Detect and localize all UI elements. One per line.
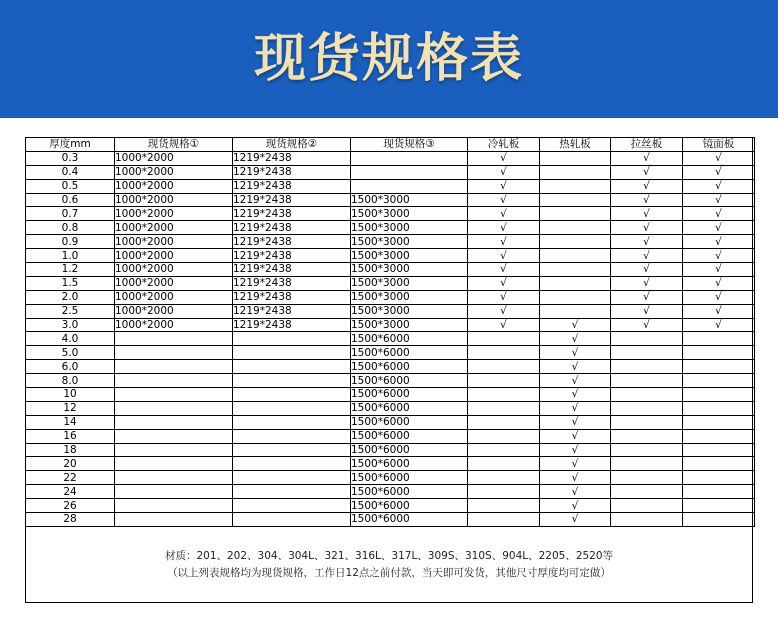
cell-mirror: √ <box>683 179 755 193</box>
cell-hot-rolled: √ <box>540 499 611 513</box>
cell-hot-rolled: √ <box>540 443 611 457</box>
cell-spec-1: 1000*2000 <box>115 207 233 221</box>
cell-mirror <box>683 332 755 346</box>
cell-brushed: √ <box>611 318 683 332</box>
cell-spec-3: 1500*6000 <box>351 360 468 374</box>
cell-brushed <box>611 374 683 388</box>
cell-mirror <box>683 499 755 513</box>
cell-spec-1 <box>115 346 233 360</box>
cell-mirror: √ <box>683 193 755 207</box>
header-hot-rolled: 热轧板 <box>540 138 611 152</box>
cell-thickness: 14 <box>26 415 115 429</box>
remark-note: （以上列表规格均为现货规格，工作日12点之前付款，当天即可发货，其他尺寸厚度均可定做） <box>167 567 611 579</box>
cell-cold-rolled <box>468 346 540 360</box>
cell-thickness: 0.7 <box>26 207 115 221</box>
cell-brushed <box>611 360 683 374</box>
cell-spec-2 <box>233 457 351 471</box>
table-row <box>26 457 755 471</box>
cell-thickness: 0.9 <box>26 235 115 249</box>
cell-mirror: √ <box>683 304 755 318</box>
cell-spec-1: 1000*2000 <box>115 276 233 290</box>
cell-spec-1: 1000*2000 <box>115 263 233 277</box>
cell-cold-rolled: √ <box>468 221 540 235</box>
cell-mirror <box>683 443 755 457</box>
header-spec-1: 现货规格① <box>115 138 233 152</box>
cell-spec-2 <box>233 401 351 415</box>
cell-brushed <box>611 346 683 360</box>
cell-thickness: 8.0 <box>26 374 115 388</box>
cell-thickness: 5.0 <box>26 346 115 360</box>
cell-brushed: √ <box>611 179 683 193</box>
cell-hot-rolled: √ <box>540 388 611 402</box>
page-title: 现货规格表 <box>253 29 524 89</box>
cell-spec-3: 1500*3000 <box>351 193 468 207</box>
table-row <box>26 415 755 429</box>
cell-thickness: 26 <box>26 499 115 513</box>
cell-mirror: √ <box>683 235 755 249</box>
cell-brushed: √ <box>611 304 683 318</box>
cell-brushed: √ <box>611 207 683 221</box>
cell-spec-1 <box>115 499 233 513</box>
cell-thickness: 0.3 <box>26 151 115 165</box>
cell-cold-rolled: √ <box>468 151 540 165</box>
cell-spec-2 <box>233 443 351 457</box>
cell-brushed <box>611 388 683 402</box>
cell-mirror <box>683 374 755 388</box>
cell-spec-1: 1000*2000 <box>115 221 233 235</box>
cell-spec-2 <box>233 415 351 429</box>
table-row <box>26 193 755 207</box>
cell-spec-2 <box>233 360 351 374</box>
cell-spec-1: 1000*2000 <box>115 193 233 207</box>
table-row <box>26 513 755 527</box>
cell-mirror <box>683 360 755 374</box>
cell-spec-2: 1219*2438 <box>233 179 351 193</box>
cell-cold-rolled <box>468 513 540 527</box>
table-row <box>26 207 755 221</box>
cell-spec-1: 1000*2000 <box>115 249 233 263</box>
cell-spec-2 <box>233 332 351 346</box>
cell-cold-rolled: √ <box>468 249 540 263</box>
cell-brushed <box>611 332 683 346</box>
cell-spec-3: 1500*6000 <box>351 346 468 360</box>
cell-spec-1: 1000*2000 <box>115 304 233 318</box>
cell-spec-2 <box>233 513 351 527</box>
cell-spec-2 <box>233 499 351 513</box>
cell-spec-1 <box>115 485 233 499</box>
cell-hot-rolled <box>540 207 611 221</box>
cell-cold-rolled <box>468 360 540 374</box>
table-row <box>26 401 755 415</box>
cell-spec-1 <box>115 332 233 346</box>
cell-hot-rolled: √ <box>540 318 611 332</box>
cell-spec-1: 1000*2000 <box>115 290 233 304</box>
table-row <box>26 429 755 443</box>
header-spec-2: 现货规格② <box>233 138 351 152</box>
table-row <box>26 165 755 179</box>
cell-thickness: 10 <box>26 388 115 402</box>
cell-cold-rolled <box>468 499 540 513</box>
cell-spec-1 <box>115 415 233 429</box>
cell-brushed: √ <box>611 151 683 165</box>
cell-hot-rolled <box>540 165 611 179</box>
header-thickness: 厚度mm <box>26 138 115 152</box>
cell-cold-rolled <box>468 332 540 346</box>
table-row <box>26 374 755 388</box>
cell-hot-rolled: √ <box>540 360 611 374</box>
cell-brushed: √ <box>611 193 683 207</box>
cell-hot-rolled: √ <box>540 332 611 346</box>
header-brushed: 拉丝板 <box>611 138 683 152</box>
materials-note: 材质：201、202、304、304L、321、316L、317L、309S、310S、904L、2205、2520等 <box>164 550 614 562</box>
cell-hot-rolled <box>540 193 611 207</box>
cell-brushed <box>611 401 683 415</box>
cell-spec-2 <box>233 471 351 485</box>
cell-spec-3: 1500*6000 <box>351 401 468 415</box>
cell-brushed <box>611 457 683 471</box>
cell-thickness: 28 <box>26 513 115 527</box>
cell-hot-rolled: √ <box>540 415 611 429</box>
cell-spec-3: 1500*6000 <box>351 429 468 443</box>
cell-brushed <box>611 443 683 457</box>
cell-spec-2: 1219*2438 <box>233 221 351 235</box>
cell-spec-3: 1500*6000 <box>351 485 468 499</box>
table-row <box>26 290 755 304</box>
cell-spec-2: 1219*2438 <box>233 276 351 290</box>
cell-spec-2: 1219*2438 <box>233 165 351 179</box>
cell-spec-1 <box>115 401 233 415</box>
cell-hot-rolled <box>540 249 611 263</box>
cell-mirror: √ <box>683 207 755 221</box>
cell-spec-3: 1500*6000 <box>351 388 468 402</box>
header-cold-rolled: 冷轧板 <box>468 138 540 152</box>
header-mirror: 镜面板 <box>683 138 755 152</box>
cell-cold-rolled <box>468 429 540 443</box>
cell-brushed <box>611 415 683 429</box>
cell-cold-rolled <box>468 485 540 499</box>
cell-hot-rolled <box>540 151 611 165</box>
cell-mirror <box>683 388 755 402</box>
spec-table <box>25 137 755 527</box>
cell-mirror: √ <box>683 318 755 332</box>
table-row <box>26 332 755 346</box>
cell-mirror <box>683 471 755 485</box>
cell-cold-rolled <box>468 388 540 402</box>
cell-cold-rolled <box>468 415 540 429</box>
cell-spec-3: 1500*6000 <box>351 457 468 471</box>
cell-spec-3: 1500*3000 <box>351 221 468 235</box>
cell-brushed: √ <box>611 221 683 235</box>
cell-cold-rolled: √ <box>468 290 540 304</box>
cell-hot-rolled: √ <box>540 485 611 499</box>
cell-brushed <box>611 429 683 443</box>
cell-mirror <box>683 485 755 499</box>
cell-spec-1: 1000*2000 <box>115 235 233 249</box>
cell-spec-3: 1500*3000 <box>351 276 468 290</box>
cell-brushed: √ <box>611 235 683 249</box>
cell-spec-3: 1500*3000 <box>351 318 468 332</box>
cell-spec-2 <box>233 346 351 360</box>
cell-spec-3: 1500*6000 <box>351 471 468 485</box>
cell-thickness: 4.0 <box>26 332 115 346</box>
cell-spec-2 <box>233 388 351 402</box>
cell-spec-2 <box>233 485 351 499</box>
cell-mirror: √ <box>683 221 755 235</box>
cell-mirror: √ <box>683 290 755 304</box>
table-row <box>26 151 755 165</box>
cell-cold-rolled: √ <box>468 318 540 332</box>
cell-thickness: 12 <box>26 401 115 415</box>
cell-spec-3: 1500*6000 <box>351 332 468 346</box>
cell-cold-rolled: √ <box>468 304 540 318</box>
cell-thickness: 6.0 <box>26 360 115 374</box>
cell-brushed <box>611 471 683 485</box>
cell-thickness: 0.6 <box>26 193 115 207</box>
cell-spec-2: 1219*2438 <box>233 207 351 221</box>
cell-thickness: 16 <box>26 429 115 443</box>
cell-thickness: 0.4 <box>26 165 115 179</box>
cell-spec-2: 1219*2438 <box>233 235 351 249</box>
cell-thickness: 0.5 <box>26 179 115 193</box>
table-row <box>26 304 755 318</box>
cell-spec-3 <box>351 165 468 179</box>
notes <box>25 548 753 582</box>
cell-spec-2: 1219*2438 <box>233 151 351 165</box>
cell-brushed <box>611 499 683 513</box>
cell-spec-1 <box>115 429 233 443</box>
cell-mirror <box>683 346 755 360</box>
cell-spec-1 <box>115 388 233 402</box>
cell-mirror <box>683 415 755 429</box>
cell-cold-rolled: √ <box>468 193 540 207</box>
cell-hot-rolled: √ <box>540 471 611 485</box>
cell-cold-rolled: √ <box>468 276 540 290</box>
cell-mirror: √ <box>683 165 755 179</box>
cell-thickness: 2.5 <box>26 304 115 318</box>
cell-spec-2: 1219*2438 <box>233 193 351 207</box>
table-row <box>26 235 755 249</box>
cell-spec-1: 1000*2000 <box>115 165 233 179</box>
table-row <box>26 221 755 235</box>
cell-hot-rolled: √ <box>540 401 611 415</box>
cell-spec-1: 1000*2000 <box>115 318 233 332</box>
cell-spec-3: 1500*6000 <box>351 415 468 429</box>
cell-hot-rolled: √ <box>540 374 611 388</box>
cell-hot-rolled: √ <box>540 457 611 471</box>
cell-spec-3: 1500*3000 <box>351 249 468 263</box>
table-row <box>26 249 755 263</box>
cell-spec-1 <box>115 513 233 527</box>
table-row <box>26 276 755 290</box>
cell-spec-1 <box>115 374 233 388</box>
cell-spec-2 <box>233 374 351 388</box>
table-row <box>26 318 755 332</box>
cell-spec-3: 1500*6000 <box>351 443 468 457</box>
cell-hot-rolled: √ <box>540 429 611 443</box>
cell-thickness: 0.8 <box>26 221 115 235</box>
cell-spec-2: 1219*2438 <box>233 263 351 277</box>
cell-spec-1 <box>115 360 233 374</box>
cell-cold-rolled: √ <box>468 263 540 277</box>
cell-brushed: √ <box>611 290 683 304</box>
cell-hot-rolled: √ <box>540 346 611 360</box>
cell-mirror: √ <box>683 263 755 277</box>
cell-brushed: √ <box>611 165 683 179</box>
cell-brushed <box>611 513 683 527</box>
cell-thickness: 1.5 <box>26 276 115 290</box>
cell-hot-rolled: √ <box>540 513 611 527</box>
cell-cold-rolled <box>468 374 540 388</box>
cell-thickness: 22 <box>26 471 115 485</box>
table-row <box>26 388 755 402</box>
header-spec-3: 现货规格③ <box>351 138 468 152</box>
cell-brushed: √ <box>611 276 683 290</box>
cell-thickness: 18 <box>26 443 115 457</box>
cell-cold-rolled <box>468 457 540 471</box>
cell-cold-rolled <box>468 443 540 457</box>
cell-spec-3: 1500*3000 <box>351 304 468 318</box>
cell-mirror <box>683 513 755 527</box>
cell-mirror: √ <box>683 249 755 263</box>
cell-cold-rolled <box>468 401 540 415</box>
table-row <box>26 360 755 374</box>
cell-cold-rolled: √ <box>468 165 540 179</box>
cell-spec-2: 1219*2438 <box>233 304 351 318</box>
cell-spec-3: 1500*3000 <box>351 207 468 221</box>
table-row <box>26 263 755 277</box>
cell-spec-2: 1219*2438 <box>233 318 351 332</box>
cell-thickness: 1.2 <box>26 263 115 277</box>
cell-spec-3: 1500*3000 <box>351 235 468 249</box>
cell-spec-3: 1500*3000 <box>351 290 468 304</box>
cell-hot-rolled <box>540 235 611 249</box>
cell-brushed: √ <box>611 249 683 263</box>
cell-spec-2: 1219*2438 <box>233 249 351 263</box>
cell-thickness: 1.0 <box>26 249 115 263</box>
cell-thickness: 20 <box>26 457 115 471</box>
cell-hot-rolled <box>540 276 611 290</box>
cell-spec-1 <box>115 471 233 485</box>
cell-hot-rolled <box>540 263 611 277</box>
cell-hot-rolled <box>540 179 611 193</box>
cell-spec-3 <box>351 179 468 193</box>
table-body <box>26 151 755 526</box>
cell-spec-3: 1500*3000 <box>351 263 468 277</box>
cell-spec-1 <box>115 457 233 471</box>
cell-spec-1: 1000*2000 <box>115 151 233 165</box>
cell-thickness: 2.0 <box>26 290 115 304</box>
table-row <box>26 485 755 499</box>
cell-mirror: √ <box>683 276 755 290</box>
table-row <box>26 179 755 193</box>
cell-spec-3 <box>351 151 468 165</box>
table-row <box>26 499 755 513</box>
cell-spec-2: 1219*2438 <box>233 290 351 304</box>
cell-hot-rolled <box>540 304 611 318</box>
cell-spec-1: 1000*2000 <box>115 179 233 193</box>
cell-cold-rolled: √ <box>468 179 540 193</box>
cell-spec-1 <box>115 443 233 457</box>
cell-cold-rolled: √ <box>468 235 540 249</box>
cell-thickness: 3.0 <box>26 318 115 332</box>
cell-cold-rolled: √ <box>468 207 540 221</box>
table-header-row <box>26 138 755 152</box>
table-row <box>26 443 755 457</box>
cell-mirror: √ <box>683 151 755 165</box>
cell-brushed: √ <box>611 263 683 277</box>
table-row <box>26 471 755 485</box>
cell-thickness: 24 <box>26 485 115 499</box>
cell-spec-3: 1500*6000 <box>351 374 468 388</box>
header-banner <box>0 0 778 118</box>
cell-hot-rolled <box>540 221 611 235</box>
cell-brushed <box>611 485 683 499</box>
cell-spec-3: 1500*6000 <box>351 499 468 513</box>
cell-mirror <box>683 429 755 443</box>
cell-mirror <box>683 401 755 415</box>
cell-spec-3: 1500*6000 <box>351 513 468 527</box>
cell-spec-2 <box>233 429 351 443</box>
cell-cold-rolled <box>468 471 540 485</box>
table-row <box>26 346 755 360</box>
cell-hot-rolled <box>540 290 611 304</box>
cell-mirror <box>683 457 755 471</box>
